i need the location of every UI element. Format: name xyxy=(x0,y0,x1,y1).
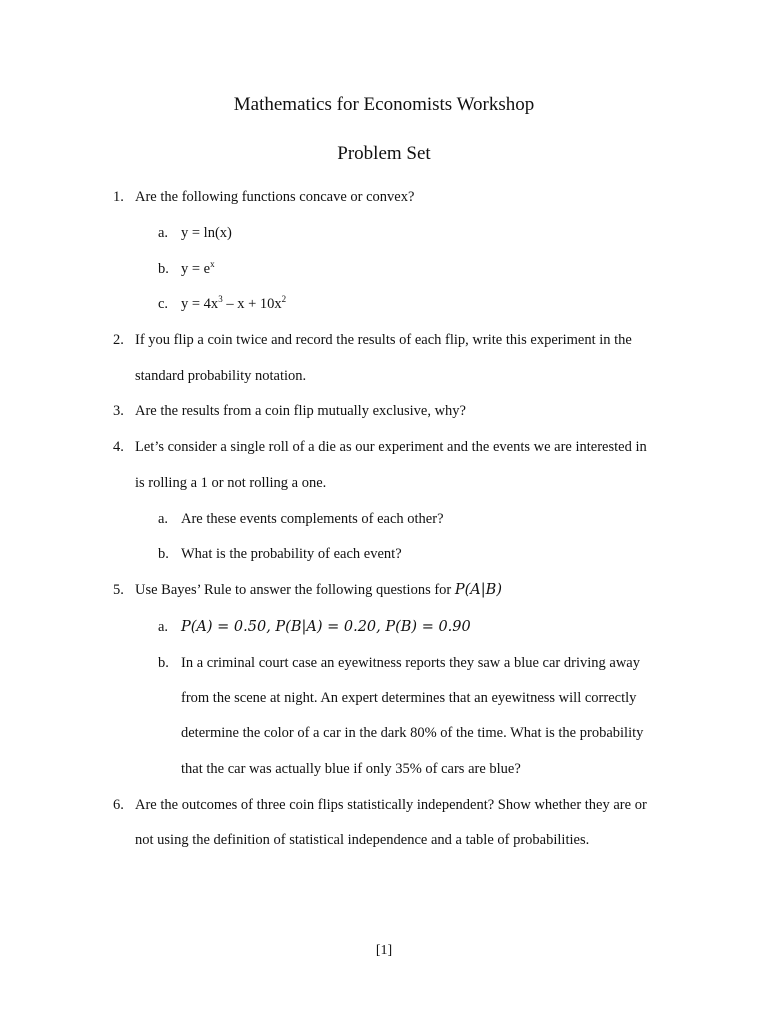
question-4b-text: What is the probability of each event? xyxy=(181,546,402,562)
question-5-prose: Use Bayes’ Rule to answer the following questions for xyxy=(135,582,455,598)
question-1c-part-1: y = 4x xyxy=(181,296,219,312)
question-1b-label: b. xyxy=(158,261,169,277)
document-title: Mathematics for Economists Workshop xyxy=(233,94,535,115)
question-1c-exponent-1: 3 xyxy=(218,294,223,304)
question-6-number: 6. xyxy=(113,797,124,813)
question-5b-line-1: In a criminal court case an eyewitness reports they saw a blue car driving away xyxy=(181,655,640,671)
question-5-text xyxy=(135,581,502,599)
question-2-line-1: If you flip a coin twice and record the results of each flip, write this experiment in the xyxy=(135,332,632,348)
question-4-number: 4. xyxy=(113,439,124,455)
question-1c-exponent-2: 2 xyxy=(281,294,287,304)
question-5-math: P(A|B) xyxy=(454,582,502,598)
question-3-text: Are the results from a coin flip mutually exclusive, why? xyxy=(135,403,466,419)
question-5b-line-3: determine the color of a car in the dark 80% of the time. What is the probability xyxy=(181,725,644,741)
question-1c-part-2: – x + 10x xyxy=(222,296,282,312)
question-1-text: Are the following functions concave or convex? xyxy=(135,189,415,205)
question-4a-text: Are these events complements of each other? xyxy=(181,511,444,527)
question-1a-text: y = ln(x) xyxy=(181,225,232,241)
question-1c-text xyxy=(181,295,286,313)
question-5b-line-4: that the car was actually blue if only 35% of cars are blue? xyxy=(181,761,521,777)
question-5b-label: b. xyxy=(158,655,169,671)
question-2-line-2: standard probability notation. xyxy=(135,368,307,384)
question-1c-label: c. xyxy=(158,296,169,312)
question-1-number: 1. xyxy=(113,189,124,205)
question-1a-label: a. xyxy=(158,225,169,241)
question-3-number: 3. xyxy=(113,403,124,419)
question-2-number: 2. xyxy=(113,332,124,348)
question-5a-label: a. xyxy=(158,619,169,635)
question-4-line-1: Let’s consider a single roll of a die as our experiment and the events we are interested in xyxy=(135,439,647,455)
question-4b-label: b. xyxy=(158,546,169,562)
question-1b-base: y = e xyxy=(181,261,211,277)
question-5a-math: P(A) = 0.50, P(B|A) = 0.20, P(B) = 0.90 xyxy=(181,619,471,635)
question-6-line-1: Are the outcomes of three coin flips statistically independent? Show whether they are or xyxy=(135,797,647,813)
question-6-line-2: not using the definition of statistical independence and a table of probabilities. xyxy=(135,832,590,848)
question-1b-exponent: x xyxy=(210,259,215,269)
question-5b-line-2: from the scene at night. An expert determines that an eyewitness will correctly xyxy=(181,690,637,706)
question-5-number: 5. xyxy=(113,582,124,598)
document-subtitle: Problem Set xyxy=(337,143,431,164)
page-number: [1] xyxy=(375,943,393,958)
question-1b-text xyxy=(181,260,215,278)
question-4a-label: a. xyxy=(158,511,169,527)
question-4-line-2: is rolling a 1 or not rolling a one. xyxy=(135,475,327,491)
